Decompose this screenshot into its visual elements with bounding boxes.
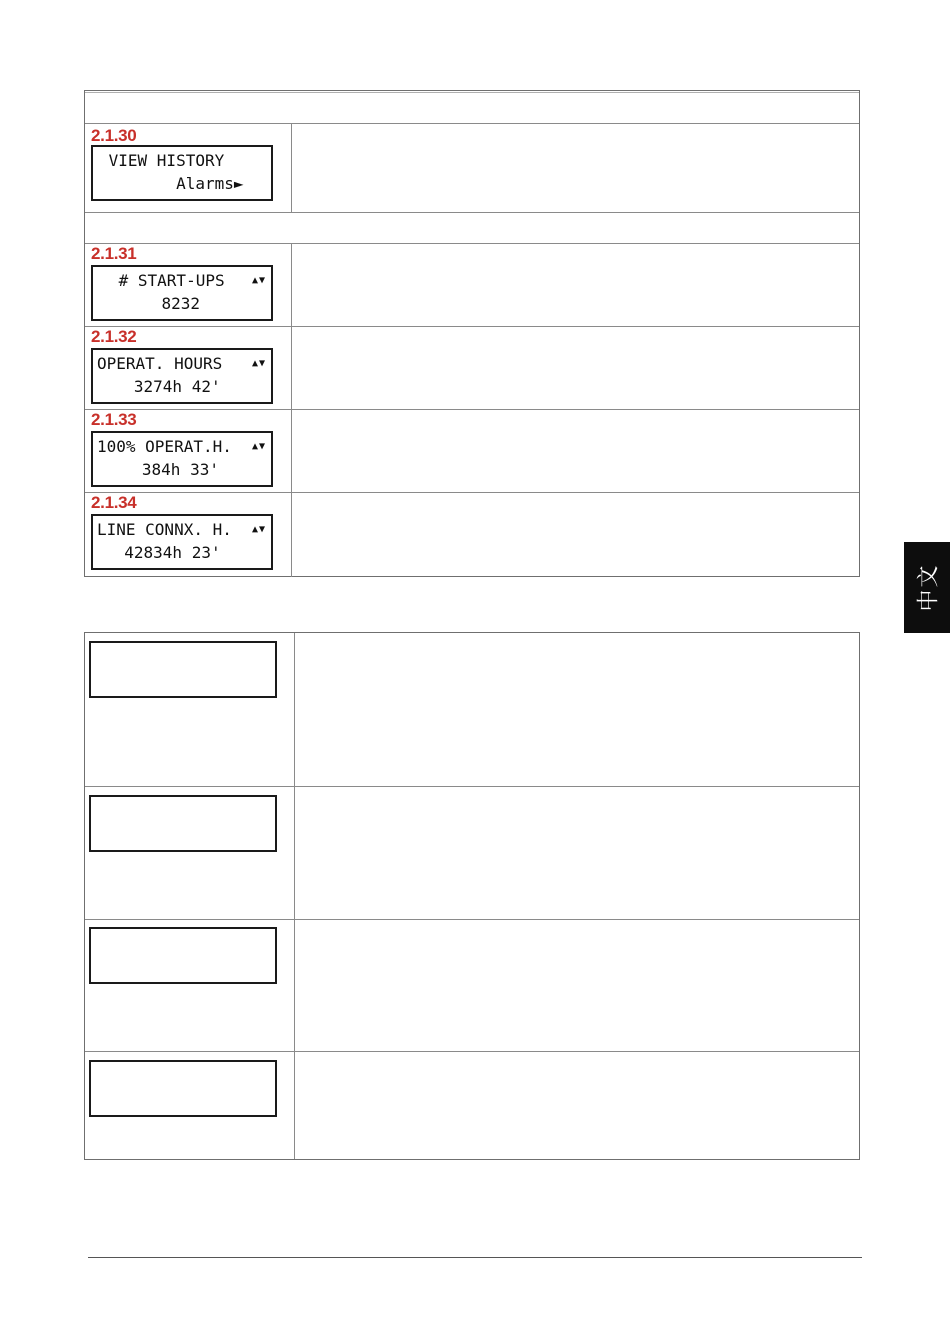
language-tab[interactable] [904,542,950,633]
lcd-display [89,1060,277,1117]
table-divider [85,212,859,213]
lcd-line-2: 384h 33' [113,460,219,479]
table-row [85,124,291,212]
parameter-code: 2.1.32 [91,327,137,346]
table-row [85,1052,294,1159]
up-down-arrows-icon: ▲▼ [251,275,266,286]
lcd-display [91,348,273,404]
lcd-line-2: 42834h 23' [105,543,221,562]
table-row [85,327,291,409]
lcd-line-1: OPERAT. HOURS [97,354,223,373]
lcd-line-2: 8232 [123,294,201,313]
lcd-line-1: LINE CONNX. H. [97,520,232,539]
lcd-display [89,927,277,984]
language-tab-label: 中文 [916,563,942,612]
lcd-display [91,145,273,201]
table-row [85,787,294,919]
lcd-line-1: 100% OPERAT.H. [97,437,232,456]
footer-divider [88,1257,862,1258]
parameter-table [84,90,860,577]
lcd-line-2: 3274h 42' [105,377,221,396]
table-row [85,493,291,577]
parameter-code: 2.1.30 [91,126,137,145]
lcd-display [91,265,273,321]
table-row [85,410,291,492]
up-down-arrows-icon: ▲▼ [251,524,266,535]
lcd-line-1: VIEW HISTORY [99,151,225,170]
table-row [85,920,294,1051]
lcd-line-2: Alarms► [99,174,244,193]
parameter-code: 2.1.34 [91,493,137,512]
lcd-display [89,641,277,698]
lcd-display [89,795,277,852]
table-row [85,244,291,326]
parameter-code: 2.1.31 [91,244,137,263]
blank-display-table [84,632,860,1160]
up-down-arrows-icon: ▲▼ [251,358,266,369]
lcd-display [91,514,273,570]
table-row [85,633,294,786]
up-down-arrows-icon: ▲▼ [251,441,266,452]
parameter-code: 2.1.33 [91,410,137,429]
lcd-display [91,431,273,487]
lcd-line-1: # START-UPS [109,271,225,290]
